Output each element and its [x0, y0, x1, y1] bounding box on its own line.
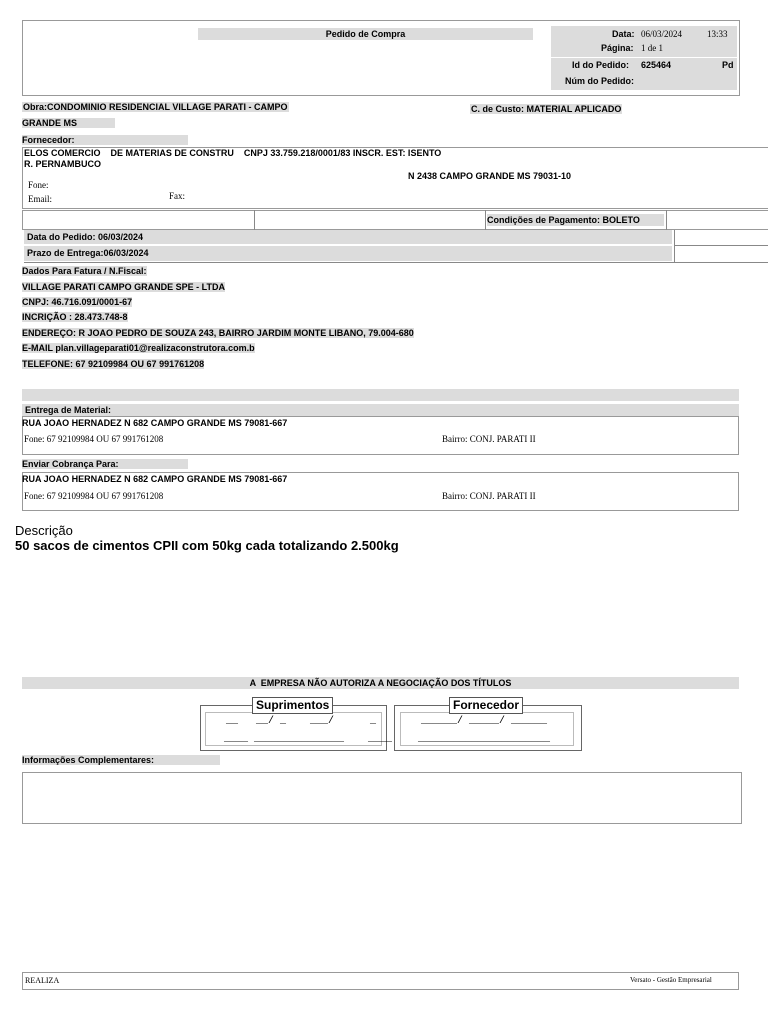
fax-label: Fax: — [169, 191, 186, 201]
order-number-label: Núm do Pedido: — [565, 76, 634, 86]
date-label: Data: — [612, 29, 635, 39]
billing-address-label: Enviar Cobrança Para: — [22, 459, 188, 469]
notice-bar: A EMPRESA NÃO AUTORIZA A NEGOCIAÇÃO DOS TÍTULOS — [22, 677, 739, 689]
obra-line1: Obra:CONDOMINIO RESIDENCIAL VILLAGE PARATI - CAMPO — [23, 102, 288, 112]
complementary-info-box — [22, 772, 742, 824]
cost-center: C. de Custo: MATERIAL APLICADO — [471, 104, 622, 114]
description-title: Descrição — [15, 523, 73, 538]
billing-line: ENDEREÇO: R JOAO PEDRO DE SOUZA 243, BAIRRO JARDIM MONTE LIBANO, 79.004-680 — [22, 328, 414, 338]
grid-divider — [24, 262, 768, 263]
billing-line: INCRIÇÃO : 28.473.748-8 — [22, 312, 128, 322]
date-value: 06/03/2024 — [641, 29, 683, 39]
fornecedor-blank-line: ______________________ — [418, 734, 551, 745]
fornecedor-blank-line: ______/ _____/ ______ — [421, 716, 548, 727]
suprimentos-label: Suprimentos — [252, 697, 333, 714]
billing-address: RUA JOAO HERNADEZ N 682 CAMPO GRANDE MS 79081-667 — [22, 474, 288, 484]
description-text: 50 sacos de cimentos CPII com 50kg cada totalizando 2.500kg — [15, 538, 399, 553]
billing-line: TELEFONE: 67 92109984 OU 67 991761208 — [22, 359, 205, 369]
separator-bar — [22, 389, 739, 401]
fornecedor-label: Fornecedor — [449, 697, 523, 714]
supplier-label: Fornecedor: — [22, 135, 188, 145]
page-value: 1 de 1 — [641, 43, 663, 53]
header-divider — [551, 57, 737, 58]
billing-district: Bairro: CONJ. PARATI II — [442, 491, 536, 501]
supplier-line2: R. PERNAMBUCO — [24, 159, 102, 169]
grid-divider — [675, 245, 768, 246]
billing-line: E-MAIL plan.villageparati01@realizaconstrutora.com.b — [22, 343, 255, 353]
phone-label: Fone: — [28, 180, 49, 190]
email-label: Email: — [28, 194, 52, 204]
grid-divider — [666, 210, 667, 230]
delivery-label: Entrega de Material: — [22, 404, 739, 416]
pd-label: Pd — [722, 60, 734, 70]
suprimentos-blank-line: __ __/ _ ___/ _ — [226, 716, 377, 727]
delivery-address: RUA JOAO HERNADEZ N 682 CAMPO GRANDE MS 79081-667 — [22, 418, 288, 428]
page-label: Página: — [601, 43, 634, 53]
page-title: Pedido de Compra — [198, 28, 533, 40]
payment-terms: Condições de Pagamento: BOLETO — [487, 214, 664, 226]
supplier-address: N 2438 CAMPO GRANDE MS 79031-10 — [408, 171, 572, 181]
delivery-deadline: Prazo de Entrega:06/03/2024 — [24, 246, 672, 261]
grid-divider — [674, 230, 675, 262]
order-id-label: Id do Pedido: — [572, 60, 629, 70]
billing-line: Dados Para Fatura / N.Fiscal: — [22, 266, 147, 276]
complementary-info-label: Informações Complementares: — [22, 755, 220, 765]
footer-company: REALIZA — [25, 976, 60, 985]
time-value: 13:33 — [707, 29, 728, 39]
order-id-value: 625464 — [641, 60, 672, 70]
suprimentos-blank-line: ____ _______________ ____ — [224, 734, 393, 745]
delivery-district: Bairro: CONJ. PARATI II — [442, 434, 536, 444]
grid-divider — [254, 210, 255, 230]
grid-divider — [485, 210, 486, 230]
footer-software: Versato - Gestão Empresarial — [630, 976, 712, 984]
billing-line: VILLAGE PARATI CAMPO GRANDE SPE - LTDA — [22, 282, 226, 292]
billing-line: CNPJ: 46.716.091/0001-67 — [22, 297, 133, 307]
obra-line2: GRANDE MS — [22, 118, 115, 128]
delivery-phone: Fone: 67 92109984 OU 67 991761208 — [24, 434, 164, 444]
order-date: Data do Pedido: 06/03/2024 — [24, 230, 672, 244]
billing-phone: Fone: 67 92109984 OU 67 991761208 — [24, 491, 164, 501]
supplier-line1: ELOS COMERCIO DE MATERIAS DE CONSTRU CNPJ 33.759.218/0001/83 INSCR. EST: ISENTO — [24, 148, 442, 158]
